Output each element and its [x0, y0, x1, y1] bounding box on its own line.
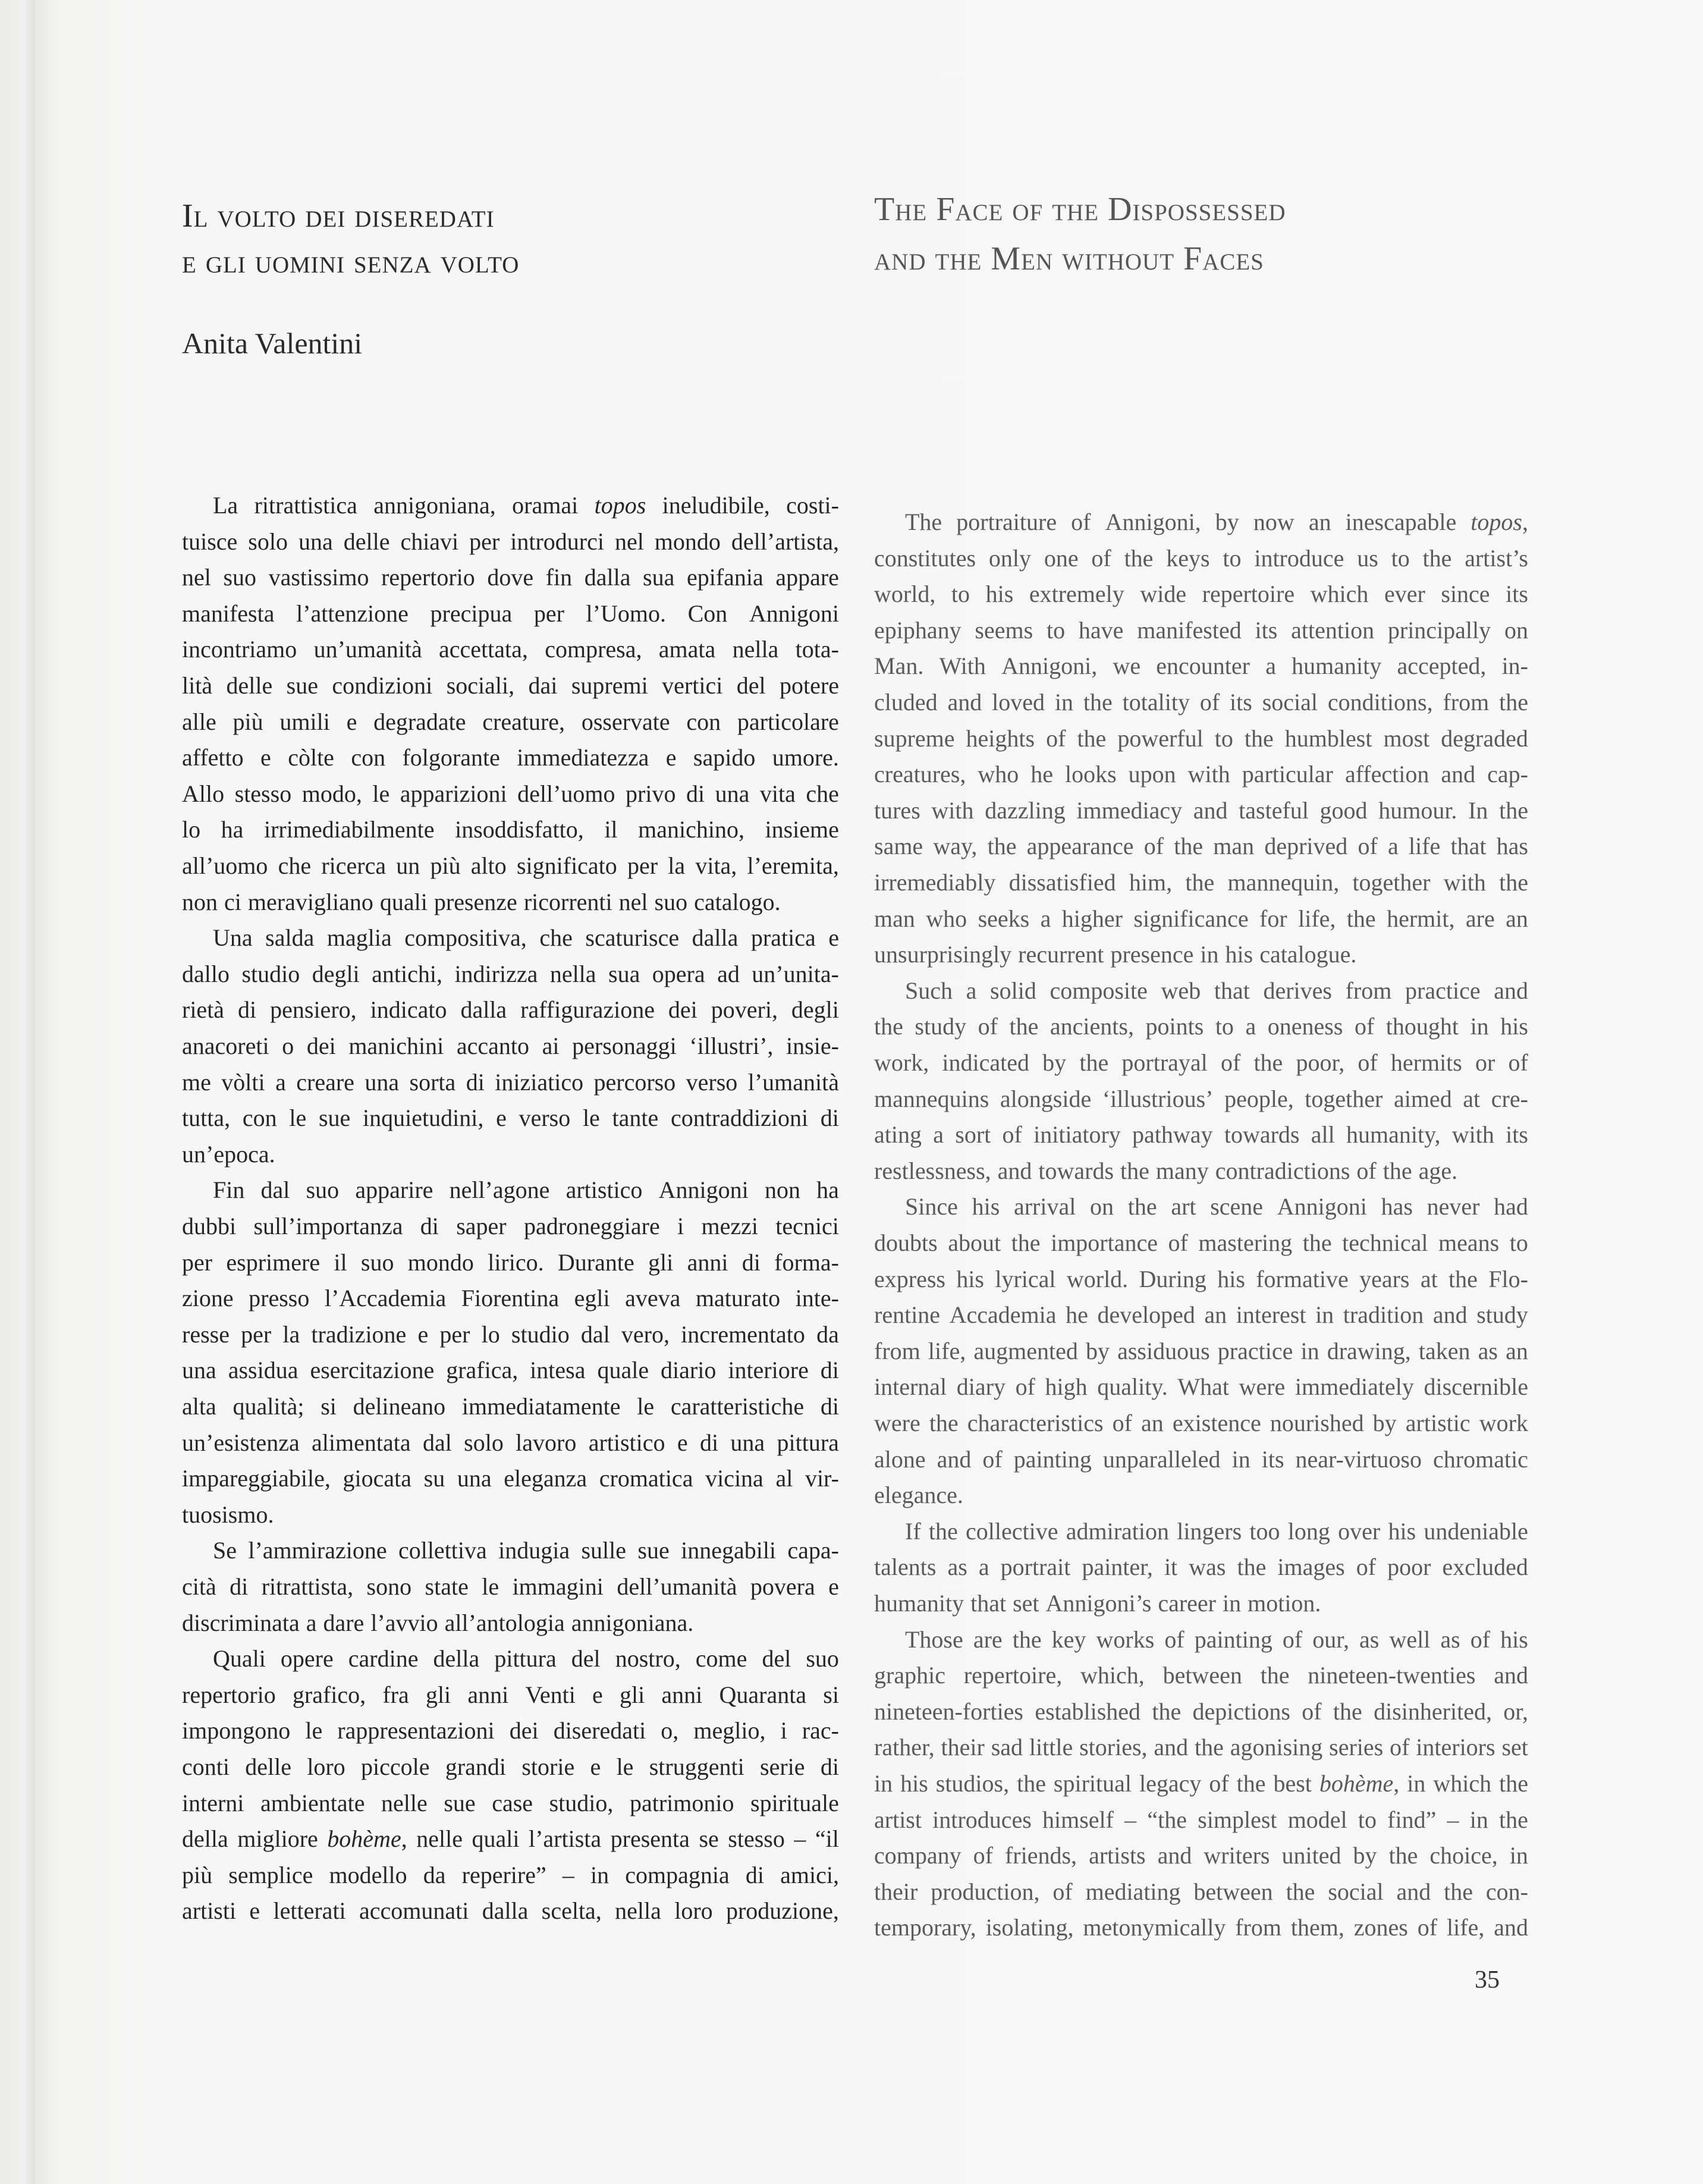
english-text-line: unsurprisingly recurrent presence in his catalogue. — [874, 941, 1357, 968]
italian-text-line: cità di ritrattista, sono state le immagini dell’umanità povera e — [182, 1573, 839, 1600]
english-text-line: their production, of mediating between the social and the con- — [874, 1878, 1528, 1905]
italian-text-line: interni ambientate nelle sue case studio, patrimonio spirituale — [182, 1789, 839, 1816]
english-text-line: doubts about the importance of mastering the technical means to — [874, 1229, 1528, 1256]
italian-text-line: resse per la tradizione e per lo studio dal vero, incrementato da — [182, 1320, 839, 1348]
english-text-line: man who seeks a higher significance for life, the hermit, are an — [874, 905, 1528, 932]
italian-text-line: più semplice modello da reperire” – in compagnia di amici, — [182, 1861, 839, 1888]
english-text-line: alone and of painting unparalleled in its near-virtuoso chromatic — [874, 1445, 1528, 1473]
english-text-line: graphic repertoire, which, between the nineteen-twenties and — [874, 1662, 1528, 1689]
italian-text-line: non ci meravigliano quali presenze ricorrenti nel suo catalogo. — [182, 888, 781, 915]
english-text-line: same way, the appearance of the man deprived of a life that has — [874, 833, 1528, 860]
italian-text-line: Allo stesso modo, le apparizioni dell’uomo privo di una vita che — [182, 780, 839, 807]
english-text-line: artist introduces himself – “the simplest model to find” – in the — [874, 1806, 1528, 1833]
english-text-line: supreme heights of the powerful to the humblest most degraded — [874, 724, 1528, 752]
book-page — [34, 0, 1703, 2184]
italian-text-line: nel suo vastissimo repertorio dove fin dalla sua epifania appare — [182, 564, 839, 591]
italian-text-line: tuosismo. — [182, 1501, 274, 1528]
english-text-line: temporary, isolating, metonymically from them, zones of life, and — [874, 1914, 1528, 1941]
italian-text-line: lo ha irrimediabilmente insoddisfatto, il manichino, insieme — [182, 816, 839, 843]
english-text-line: the study of the ancients, points to a oneness of thought in his — [874, 1013, 1528, 1040]
english-text-line: humanity that set Annigoni’s career in motion. — [874, 1590, 1321, 1617]
italian-text-line: discriminata a dare l’avvio all’antologia annigoniana. — [182, 1609, 694, 1636]
english-text-line: nineteen-forties established the depictions of the disinherited, or, — [874, 1697, 1528, 1725]
italian-text-line: rietà di pensiero, indicato dalla raffigurazione dei poveri, degli — [182, 996, 839, 1024]
italian-text-line: per esprimere il suo mondo lirico. Durante gli anni di forma- — [182, 1248, 839, 1276]
english-text-line: internal diary of high quality. What were immediately discernible — [874, 1373, 1528, 1401]
italian-text-line: della migliore bohème, nelle quali l’artista presenta se stesso – “il — [182, 1825, 839, 1853]
italian-text-line: conti delle loro piccole grandi storie e le struggenti serie di — [182, 1753, 839, 1780]
italian-text-line: una assidua esercitazione grafica, intesa quale diario interiore di — [182, 1357, 839, 1384]
italian-text-line: affetto e còlte con folgorante immediatezza e sapido umore. — [182, 744, 839, 771]
italian-text-line: impongono le rappresentazioni dei diseredati o, meglio, i rac- — [182, 1717, 839, 1744]
italian-text-line: incontriamo un’umanità accettata, compresa, amata nella tota- — [182, 636, 839, 663]
italian-text-line: anacoreti o dei manichini accanto ai personaggi ‘illustri’, insie- — [182, 1033, 839, 1059]
english-text-line: mannequins alongside ‘illustrious’ people, together aimed at cre- — [874, 1085, 1528, 1112]
italian-text-line: all’uomo che ricerca un più alto significato per la vita, l’eremita, — [182, 852, 839, 879]
italian-text-line: alle più umili e degradate creature, osservate con particolare — [182, 708, 839, 735]
italian-text-line: La ritrattistica annigoniana, oramai topos ineludibile, costi- — [213, 492, 839, 519]
italian-text-line: Quali opere cardine della pittura del nostro, come del suo — [213, 1645, 839, 1672]
english-text-line: tures with dazzling immediacy and tasteful good humour. In the — [874, 796, 1528, 824]
english-text-line: Since his arrival on the art scene Annigoni has never had — [905, 1193, 1528, 1220]
english-text-line: Those are the key works of painting of our, as well as of his — [905, 1626, 1528, 1653]
english-text-line: ating a sort of initiatory pathway towards all humanity, with its — [874, 1121, 1528, 1149]
italian-text-line: dubbi sull’importanza di saper padroneggiare i mezzi tecnici — [182, 1213, 839, 1240]
italian-text-line: un’esistenza alimentata dal solo lavoro artistico e di una pittura — [182, 1429, 839, 1456]
english-text-line: were the characteristics of an existence nourished by artistic work — [874, 1410, 1528, 1436]
english-text-line: talents as a portrait painter, it was the images of poor excluded — [874, 1554, 1528, 1581]
english-text-line: Such a solid composite web that derives from practice and — [905, 977, 1528, 1004]
italian-text-line: un’epoca. — [182, 1140, 275, 1168]
english-text-line: express his lyrical world. During his formative years at the Flo- — [874, 1265, 1528, 1292]
italian-title-line-1: Il volto dei diseredati — [182, 197, 495, 234]
english-text-line: cluded and loved in the totality of its social conditions, from the — [874, 689, 1528, 716]
italian-text-line: Fin dal suo apparire nell’agone artistico Annigoni non ha — [213, 1176, 839, 1204]
italian-text-line: me vòlti a creare una sorta di iniziatico percorso verso l’umanità — [182, 1068, 839, 1096]
italian-title-line-2: e gli uomini senza volto — [182, 243, 520, 280]
english-text-line: constitutes only one of the keys to introduce us to the artist’s — [874, 544, 1528, 572]
english-text-line: irremediably dissatisfied him, the mannequin, together with the — [874, 869, 1528, 896]
italian-text-line: lità delle sue condizioni sociali, dai supremi vertici del potere — [182, 672, 839, 699]
english-title-line-2: and the Men without Faces — [874, 240, 1264, 277]
italian-text-line: Una salda maglia compositiva, che scaturisce dalla pratica e — [213, 924, 839, 952]
italian-text-line: Se l’ammirazione collettiva indugia sulle sue innegabili capa- — [213, 1537, 839, 1564]
english-text-line: work, indicated by the portrayal of the poor, of hermits or of — [874, 1049, 1528, 1076]
english-text-line: elegance. — [874, 1482, 963, 1509]
english-text-line: rentine Accademia he developed an interest in tradition and study — [874, 1301, 1528, 1329]
italian-text-line: tuisce solo una delle chiavi per introdurci nel mondo dell’artista, — [182, 528, 839, 555]
italian-text-line: repertorio grafico, fra gli anni Venti e gli anni Quaranta si — [182, 1681, 839, 1708]
italian-text-line: tutta, con le sue inquietudini, e verso le tante contraddizioni di — [182, 1104, 839, 1132]
author-name: Anita Valentini — [182, 327, 363, 360]
italian-text-line: alta qualità; si delineano immediatamente le caratteristiche di — [182, 1393, 839, 1420]
english-text-line: If the collective admiration lingers too long over his undeniable — [905, 1517, 1528, 1545]
english-text-line: restlessness, and towards the many contradictions of the age. — [874, 1157, 1458, 1184]
page-number: 35 — [1475, 1966, 1500, 1994]
book-gutter — [0, 0, 34, 2184]
italian-text-line: artisti e letterati accomunati dalla scelta, nella loro produzione, — [182, 1897, 839, 1925]
english-text-line: world, to his extremely wide repertoire which ever since its — [874, 580, 1528, 608]
english-text-line: rather, their sad little stories, and the agonising series of interiors set — [874, 1734, 1528, 1761]
english-text-line: company of friends, artists and writers united by the choice, in — [874, 1842, 1528, 1869]
english-text-line: from life, augmented by assiduous practice in drawing, taken as an — [874, 1337, 1528, 1364]
italian-text-line: impareggiabile, giocata su una eleganza cromatica vicina al vir- — [182, 1465, 839, 1492]
english-text-line: The portraiture of Annigoni, by now an inescapable topos, — [905, 509, 1528, 535]
italian-text-line: zione presso l’Accademia Fiorentina egli aveva maturato inte- — [182, 1285, 839, 1312]
english-text-line: in his studios, the spiritual legacy of the best bohème, in which the — [874, 1770, 1528, 1797]
italian-text-line: manifesta l’attenzione precipua per l’Uomo. Con Annigoni — [182, 600, 839, 627]
english-text-line: creatures, who he looks upon with particular affection and cap- — [874, 761, 1528, 788]
english-title-line-1: The Face of the Dispossessed — [874, 191, 1286, 228]
english-text-line: Man. With Annigoni, we encounter a humanity accepted, in- — [874, 652, 1528, 680]
english-text-line: epiphany seems to have manifested its attention principally on — [874, 616, 1528, 644]
italian-text-line: dallo studio degli antichi, indirizza nella sua opera ad un’unita- — [182, 960, 839, 987]
